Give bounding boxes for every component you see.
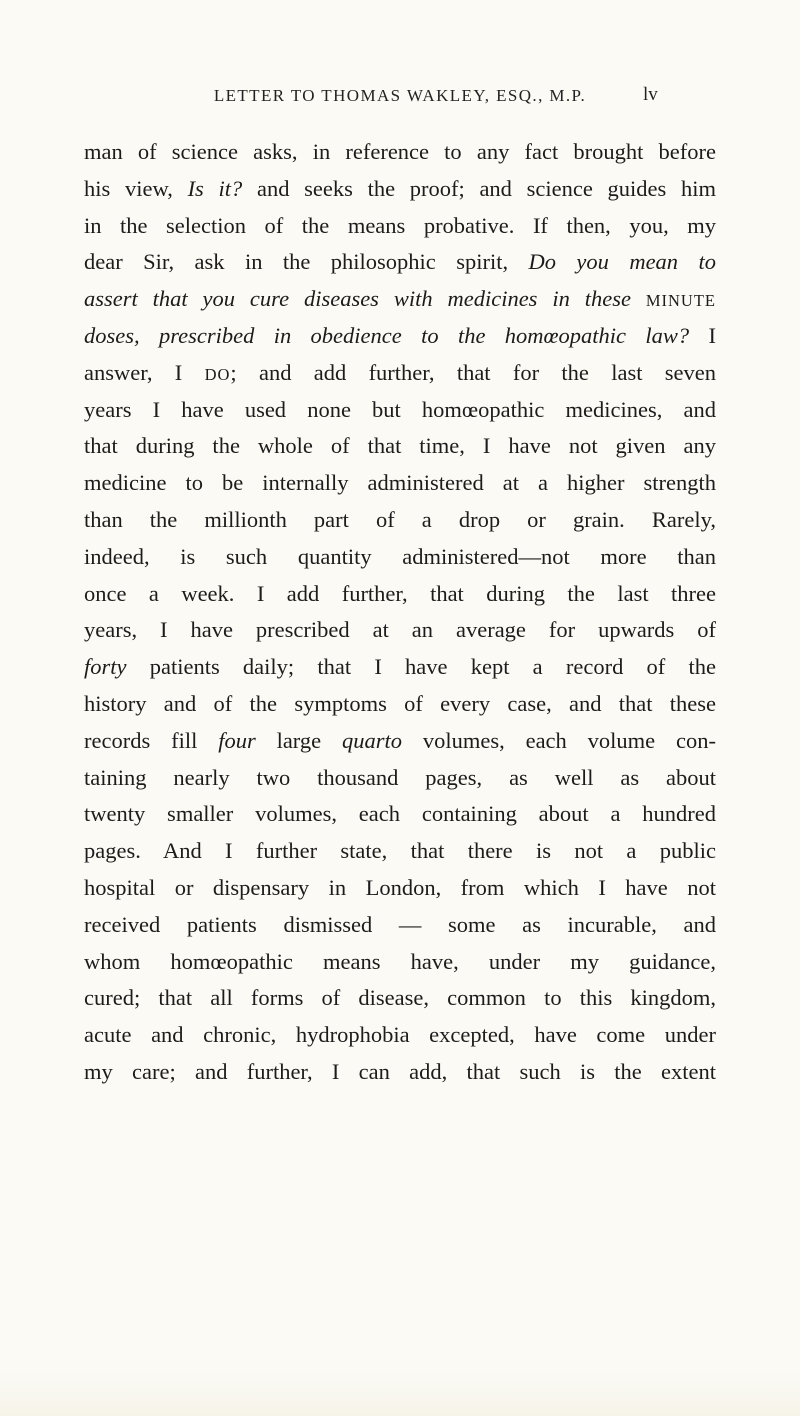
text-line [84,539,716,576]
text-segment: years I have used none but homœopathic medicines, and [84,396,716,422]
body-text [84,134,716,1091]
text-segment: indeed, is such quantity administered—not more than [84,543,716,569]
text-segment: I [689,322,716,348]
page-edge-tint [0,1370,800,1416]
text-segment: large [255,727,342,753]
text-line [84,612,716,649]
page-number: lv [643,84,658,105]
text-line [84,244,716,281]
text-segment: his view, [84,175,188,201]
text-line [84,1054,716,1091]
text-line [84,428,716,465]
text-line [84,465,716,502]
text-line [84,649,716,686]
text-segment: hospital or dispensary in London, from which I have not [84,874,716,900]
text-line [84,281,716,318]
text-segment: my care; and further, I can add, that such is the extent [84,1058,716,1084]
italic-text: doses, prescribed in obedience to the homœopathic law? [84,322,690,348]
text-segment: ; and add further, that for the last seven [230,359,716,385]
italic-text: assert that you cure diseases with medicines in these [84,286,646,312]
text-line [84,907,716,944]
italic-text: quarto [341,727,402,753]
small-caps-text: MINUTE [645,291,716,311]
text-segment: than the millionth part of a drop or grain. Rarely, [84,506,716,532]
text-line [84,833,716,870]
text-segment: records fill [84,727,219,753]
text-line [84,944,716,981]
text-segment: whom homœopathic means have, under my guidance, [84,948,716,974]
text-segment: twenty smaller volumes, each containing about a hundred [84,801,716,827]
text-segment: man of science asks, in reference to any fact brought before [84,139,716,164]
text-segment: volumes, each volume con- [402,727,716,753]
text-line [84,760,716,797]
text-line [84,392,716,429]
text-line [84,980,716,1017]
text-line [84,502,716,539]
text-segment: pages. And I further state, that there is not a public [84,838,716,864]
text-line [84,318,716,355]
text-line [84,870,716,907]
text-segment: medicine to be internally administered at a higher strength [84,470,716,496]
text-segment: dear Sir, ask in the philosophic spirit, [84,249,529,275]
text-line [84,796,716,833]
text-segment: in the selection of the means probative. If then, you, my [84,212,716,238]
running-head: LETTER TO THOMAS WAKLEY, ESQ., M.P. [213,86,587,105]
text-line [84,208,716,245]
text-line [84,134,716,171]
small-caps-text: DO [204,364,231,384]
text-line [84,355,716,392]
text-segment: acute and chronic, hydrophobia excepted, have come under [84,1022,716,1048]
italic-text: forty [84,654,127,680]
text-segment: and seeks the proof; and science guides him [242,175,716,201]
italic-text: four [218,727,256,753]
italic-text: Do you mean to [528,249,716,275]
text-segment: cured; that all forms of disease, common to this kingdom, [84,985,716,1011]
text-segment: taining nearly two thousand pages, as well as about [84,764,716,790]
italic-text: Is it? [187,175,243,201]
text-line [84,723,716,760]
text-line [84,1017,716,1054]
text-line [84,171,716,208]
text-segment: received patients dismissed — some as incurable, and [84,911,716,937]
text-segment: once a week. I add further, that during the last three [84,580,716,606]
text-line [84,576,716,613]
text-segment: years, I have prescribed at an average for upwards of [84,617,716,643]
text-segment: patients daily; that I have kept a record of the [126,654,716,680]
text-segment: that during the whole of that time, I have not given any [84,433,716,459]
text-segment: history and of the symptoms of every case, and that these [84,690,716,716]
text-segment: answer, I [84,359,205,385]
text-line [84,686,716,723]
